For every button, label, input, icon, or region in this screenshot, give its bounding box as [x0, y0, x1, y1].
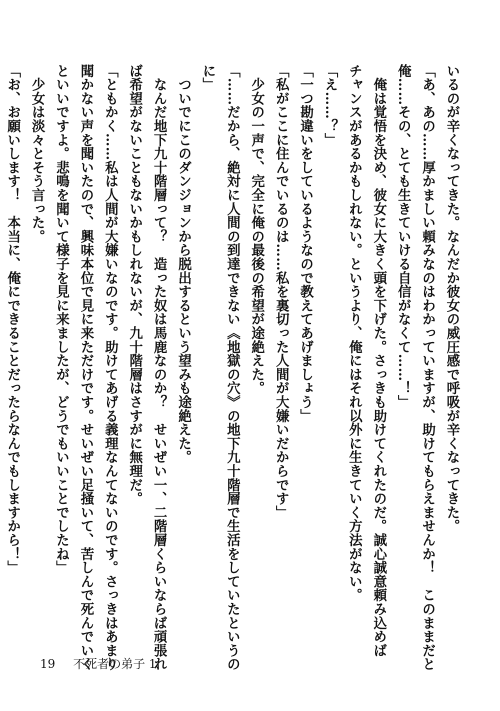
text-line: 聞かない声を聞いたので、興味本位で見に来ただけです。せいぜい足掻いて、苦しんで死んでいく [77, 64, 94, 672]
page-footer [40, 655, 171, 672]
page-number: 19 [40, 657, 56, 671]
text-line: 俺……その、とても生きていける自信がなくて……！」 [395, 64, 412, 409]
text-line: 俺は覚悟を決め、彼女に大きく頭を下げた。さっきも助けてくれたのだ。誠心誠意頼み込めば [370, 64, 387, 658]
text-line: 「ともかく……私は人間が大嫌いなのです。助けてあげる義理なんてないのです。さっきはあまり [102, 64, 119, 672]
text-line: 「……だから、絶対に人間の到達できない《地獄の穴》の地下九十階層で生活をしていたというの [224, 64, 241, 672]
text-line: といいですよ。悲鳴を聞いて様子を見に来ましたが、どうでもいいことでしたね」 [53, 64, 70, 575]
text-line: ば希望がないこともないかもしれないが、九十階層はさすがに無理だ。 [126, 64, 143, 506]
text-line: ついでにこのダンジョンから脱出するという望みも途絶えた。 [175, 64, 192, 465]
text-line: 「あ、あの……厚かましい頼みなのはわかっていますが、助けてもらえませんか！ このままだと [419, 64, 436, 672]
text-line: なんだ地下九十階層って？ 造った奴は馬鹿なのか？ せいぜい一、二階層くらいならば頑張れ [151, 64, 168, 672]
text-line: 少女は淡々とそう言った。 [29, 64, 46, 244]
text-line: 「一つ勘違いをしているようなので教えてあげましょう」 [297, 64, 314, 423]
text-line: チャンスがあるかもしれない。というより、俺にはそれ以外に生きていく方法がない。 [346, 64, 363, 603]
text-line: いるのが辛くなってきた。なんだか彼女の威圧感で呼吸が辛くなってきた。 [444, 64, 460, 534]
book-title: 不死者の弟子 1 [73, 657, 157, 671]
text-line: 「お、お願いします！ 本当に、俺にできることだったらなんでもしますから！」 [4, 64, 21, 575]
text-line: 「え……？」 [321, 64, 338, 147]
text-line: 「私がここに住んでいるのは……私を裏切った人間が大嫌いだからです」 [273, 64, 290, 520]
text-line: に」 [199, 64, 216, 92]
text-line: 少女の一声で、完全に俺の最後の希望が途絶えた。 [248, 64, 265, 396]
